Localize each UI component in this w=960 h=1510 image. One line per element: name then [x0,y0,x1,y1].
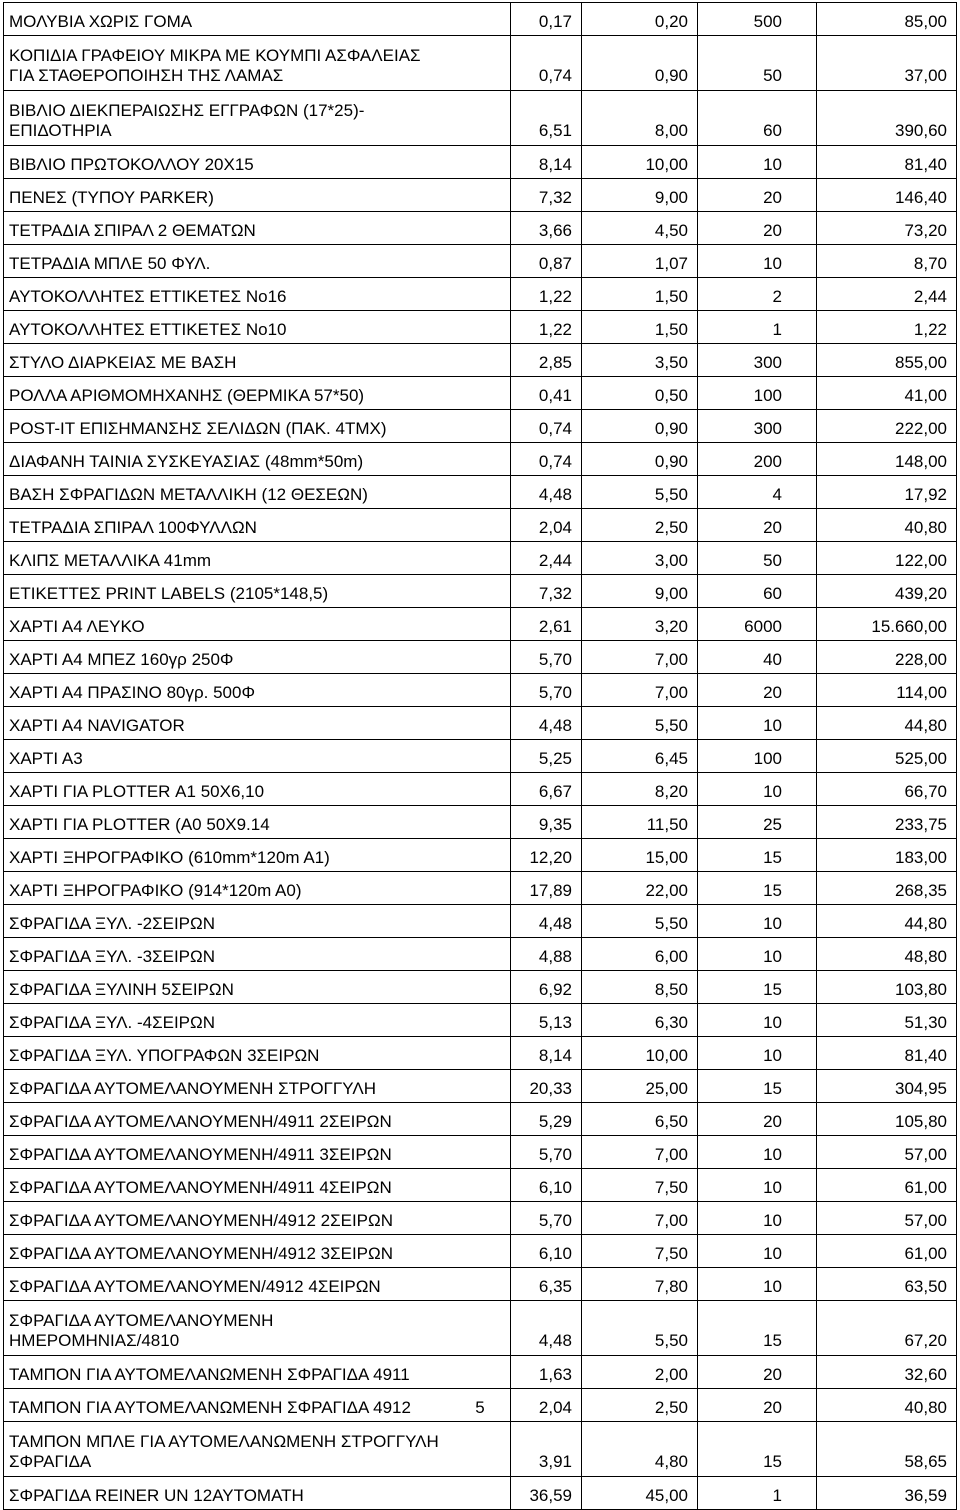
item-description-cell: ΣΦΡΑΓΙΔΑ ΑΥΤΟΜΕΛΑΝΟΥΜΕΝΗ ΗΜΕΡΟΜΗΝΙΑΣ/4810 [4,1301,511,1356]
unit-price-net-cell: 4,48 [511,476,582,509]
quantity-cell: 40 [698,641,817,674]
table-row [4,608,957,641]
table-row [4,806,957,839]
unit-price-net-cell: 4,48 [511,707,582,740]
item-description-cell: ΤΑΜΠΟΝ ΓΙΑ ΑΥΤΟΜΕΛΑΝΩΜΕΝΗ ΣΦΡΑΓΙΔΑ 4912 [4,1389,511,1422]
unit-price-vat-cell: 6,45 [582,740,698,773]
unit-price-vat-cell: 25,00 [582,1070,698,1103]
table-row [4,839,957,872]
quantity-cell: 100 [698,740,817,773]
item-description-cell: ΧΑΡΤΙ Α3 [4,740,511,773]
quantity-cell: 10 [698,938,817,971]
item-description-cell: ΠΕΝΕΣ (ΤΥΠΟΥ PARKER) [4,179,511,212]
unit-price-vat-cell: 10,00 [582,1037,698,1070]
item-description-cell: ΣΦΡΑΓΙΔΑ ΑΥΤΟΜΕΛΑΝΟΥΜΕΝΗ/4912 2ΣΕΙΡΩΝ [4,1202,511,1235]
quantity-cell: 500 [698,3,817,36]
unit-price-net-cell: 2,85 [511,344,582,377]
quantity-cell: 15 [698,1301,817,1356]
item-description-cell: ΣΦΡΑΓΙΔΑ ΞΥΛ. -4ΣΕΙΡΩΝ [4,1004,511,1037]
table-row [4,740,957,773]
table-row [4,509,957,542]
unit-price-vat-cell: 0,50 [582,377,698,410]
unit-price-net-cell: 8,14 [511,1037,582,1070]
table-row [4,1136,957,1169]
quantity-cell: 4 [698,476,817,509]
unit-price-vat-cell: 1,07 [582,245,698,278]
price-table-body [4,3,957,1510]
item-description-cell: ΧΑΡΤΙ Α4 ΜΠΕΖ 160γρ 250Φ [4,641,511,674]
unit-price-vat-cell: 15,00 [582,839,698,872]
total-cell: 44,80 [817,707,957,740]
unit-price-vat-cell: 5,50 [582,707,698,740]
unit-price-net-cell: 0,87 [511,245,582,278]
total-cell: 63,50 [817,1268,957,1301]
total-cell: 183,00 [817,839,957,872]
unit-price-vat-cell: 0,90 [582,410,698,443]
table-row [4,542,957,575]
total-cell: 390,60 [817,91,957,146]
unit-price-vat-cell: 9,00 [582,575,698,608]
unit-price-net-cell: 6,10 [511,1169,582,1202]
item-description-cell: ΤΕΤΡΑΔΙΑ ΣΠΙΡΑΛ 100ΦΥΛΛΩΝ [4,509,511,542]
total-cell: 73,20 [817,212,957,245]
unit-price-net-cell: 0,74 [511,410,582,443]
unit-price-vat-cell: 3,50 [582,344,698,377]
page-number: 5 [475,1398,485,1417]
total-cell: 1,22 [817,311,957,344]
total-cell: 148,00 [817,443,957,476]
quantity-cell: 50 [698,36,817,91]
quantity-cell: 10 [698,245,817,278]
item-description-cell: ΣΦΡΑΓΙΔΑ ΞΥΛ. -3ΣΕΙΡΩΝ [4,938,511,971]
quantity-cell: 10 [698,1235,817,1268]
total-cell: 61,00 [817,1169,957,1202]
unit-price-vat-cell: 0,20 [582,3,698,36]
unit-price-net-cell: 5,13 [511,1004,582,1037]
unit-price-vat-cell: 8,20 [582,773,698,806]
unit-price-vat-cell: 6,30 [582,1004,698,1037]
table-row [4,1202,957,1235]
table-row [4,1037,957,1070]
quantity-cell: 15 [698,1070,817,1103]
total-cell: 268,35 [817,872,957,905]
unit-price-net-cell: 0,41 [511,377,582,410]
quantity-cell: 60 [698,575,817,608]
total-cell: 103,80 [817,971,957,1004]
item-description-cell: ΣΦΡΑΓΙΔΑ ΑΥΤΟΜΕΛΑΝΟΥΜΕΝΗ/4912 3ΣΕΙΡΩΝ [4,1235,511,1268]
table-row [4,674,957,707]
total-cell: 233,75 [817,806,957,839]
table-row [4,1301,957,1356]
item-description-cell: ΣΦΡΑΓΙΔΑ ΞΥΛΙΝΗ 5ΣΕΙΡΩΝ [4,971,511,1004]
unit-price-vat-cell: 10,00 [582,146,698,179]
item-description-cell: ΧΑΡΤΙ Α4 ΠΡΑΣΙΝΟ 80γρ. 500Φ [4,674,511,707]
unit-price-vat-cell: 8,00 [582,91,698,146]
item-description-cell: ΣΦΡΑΓΙΔΑ ΑΥΤΟΜΕΛΑΝΟΥΜΕΝΗ/4911 2ΣΕΙΡΩΝ [4,1103,511,1136]
quantity-cell: 200 [698,443,817,476]
table-row [4,344,957,377]
quantity-cell: 10 [698,1004,817,1037]
unit-price-vat-cell: 6,00 [582,938,698,971]
table-row [4,971,957,1004]
total-cell: 122,00 [817,542,957,575]
item-description-cell: ΣΦΡΑΓΙΔΑ ΑΥΤΟΜΕΛΑΝΟΥΜΕΝΗ ΣΤΡΟΓΓΥΛΗ [4,1070,511,1103]
unit-price-net-cell: 2,04 [511,1389,582,1422]
total-cell: 40,80 [817,509,957,542]
unit-price-net-cell: 6,67 [511,773,582,806]
quantity-cell: 20 [698,179,817,212]
total-cell: 57,00 [817,1136,957,1169]
quantity-cell: 10 [698,1037,817,1070]
unit-price-vat-cell: 5,50 [582,1301,698,1356]
unit-price-vat-cell: 3,20 [582,608,698,641]
unit-price-net-cell: 6,92 [511,971,582,1004]
unit-price-vat-cell: 2,50 [582,509,698,542]
unit-price-vat-cell: 7,00 [582,674,698,707]
total-cell: 2,44 [817,278,957,311]
quantity-cell: 2 [698,278,817,311]
unit-price-vat-cell: 3,00 [582,542,698,575]
unit-price-net-cell: 6,10 [511,1235,582,1268]
unit-price-vat-cell: 7,00 [582,1202,698,1235]
total-cell: 114,00 [817,674,957,707]
total-cell: 228,00 [817,641,957,674]
quantity-cell: 10 [698,905,817,938]
item-description-cell: ΕΤΙΚΕΤΤΕΣ PRINT LABELS (2105*148,5) [4,575,511,608]
item-description-cell: ΤΕΤΡΑΔΙΑ ΜΠΛΕ 50 ΦΥΛ. [4,245,511,278]
unit-price-net-cell: 36,59 [511,1477,582,1510]
total-cell: 81,40 [817,146,957,179]
item-description-cell: ΣΦΡΑΓΙΔΑ ΑΥΤΟΜΕΛΑΝΟΥΜΕΝΗ/4911 4ΣΕΙΡΩΝ [4,1169,511,1202]
unit-price-net-cell: 7,32 [511,179,582,212]
item-description-cell: ΣΤΥΛΟ ΔΙΑΡΚΕΙΑΣ ΜΕ ΒΑΣΗ [4,344,511,377]
unit-price-vat-cell: 7,00 [582,1136,698,1169]
unit-price-net-cell: 6,51 [511,91,582,146]
quantity-cell: 15 [698,872,817,905]
unit-price-net-cell: 1,63 [511,1356,582,1389]
quantity-cell: 1 [698,1477,817,1510]
unit-price-net-cell: 4,48 [511,1301,582,1356]
total-cell: 57,00 [817,1202,957,1235]
item-description-cell: ΣΦΡΑΓΙΔΑ ΑΥΤΟΜΕΛΑΝΟΥΜΕΝΗ/4911 3ΣΕΙΡΩΝ [4,1136,511,1169]
total-cell: 51,30 [817,1004,957,1037]
item-description-cell: ΧΑΡΤΙ Α4 NAVIGATOR [4,707,511,740]
unit-price-vat-cell: 0,90 [582,443,698,476]
quantity-cell: 20 [698,509,817,542]
item-description-cell: ΒΙΒΛΙΟ ΠΡΩΤΟΚΟΛΛΟΥ 20Χ15 [4,146,511,179]
total-cell: 855,00 [817,344,957,377]
table-row [4,773,957,806]
quantity-cell: 25 [698,806,817,839]
total-cell: 37,00 [817,36,957,91]
unit-price-net-cell: 0,17 [511,3,582,36]
table-row [4,1422,957,1477]
unit-price-vat-cell: 5,50 [582,476,698,509]
total-cell: 222,00 [817,410,957,443]
table-row [4,707,957,740]
table-row [4,575,957,608]
item-description-cell: ΤΑΜΠΟΝ ΓΙΑ ΑΥΤΟΜΕΛΑΝΩΜΕΝΗ ΣΦΡΑΓΙΔΑ 4911 [4,1356,511,1389]
item-description-cell: ΣΦΡΑΓΙΔΑ ΞΥΛ. -2ΣΕΙΡΩΝ [4,905,511,938]
unit-price-vat-cell: 7,50 [582,1235,698,1268]
table-row [4,278,957,311]
table-row [4,1070,957,1103]
total-cell: 81,40 [817,1037,957,1070]
unit-price-net-cell: 12,20 [511,839,582,872]
item-description-cell: ΣΦΡΑΓΙΔΑ ΞΥΛ. ΥΠΟΓΡΑΦΩΝ 3ΣΕΙΡΩΝ [4,1037,511,1070]
table-row [4,146,957,179]
total-cell: 439,20 [817,575,957,608]
total-cell: 44,80 [817,905,957,938]
total-cell: 304,95 [817,1070,957,1103]
table-row [4,410,957,443]
item-description-cell: ΑΥΤΟΚΟΛΛΗΤΕΣ ΕΤΤΙΚΕΤΕΣ Νο16 [4,278,511,311]
unit-price-vat-cell: 2,50 [582,1389,698,1422]
quantity-cell: 15 [698,971,817,1004]
unit-price-net-cell: 5,70 [511,641,582,674]
unit-price-vat-cell: 11,50 [582,806,698,839]
table-row [4,377,957,410]
item-description-cell: ΧΑΡΤΙ ΓΙΑ PLOTTER (Α0 50Χ9.14 [4,806,511,839]
quantity-cell: 6000 [698,608,817,641]
unit-price-vat-cell: 1,50 [582,278,698,311]
unit-price-vat-cell: 0,90 [582,36,698,91]
unit-price-vat-cell: 1,50 [582,311,698,344]
total-cell: 15.660,00 [817,608,957,641]
item-description-cell: ΧΑΡΤΙ ΞΗΡΟΓΡΑΦΙΚΟ (610mm*120m A1) [4,839,511,872]
unit-price-net-cell: 5,70 [511,1136,582,1169]
quantity-cell: 20 [698,1103,817,1136]
unit-price-net-cell: 1,22 [511,311,582,344]
table-row [4,36,957,91]
item-description-cell: ΡΟΛΛΑ ΑΡΙΘΜΟΜΗΧΑΝΗΣ (ΘΕΡΜΙΚΑ 57*50) [4,377,511,410]
unit-price-net-cell: 5,25 [511,740,582,773]
unit-price-net-cell: 5,70 [511,1202,582,1235]
quantity-cell: 20 [698,1389,817,1422]
table-row [4,212,957,245]
unit-price-net-cell: 3,91 [511,1422,582,1477]
table-row [4,1004,957,1037]
table-row [4,245,957,278]
quantity-cell: 20 [698,674,817,707]
unit-price-vat-cell: 7,80 [582,1268,698,1301]
unit-price-net-cell: 17,89 [511,872,582,905]
total-cell: 61,00 [817,1235,957,1268]
table-row [4,179,957,212]
unit-price-vat-cell: 2,00 [582,1356,698,1389]
quantity-cell: 100 [698,377,817,410]
unit-price-net-cell: 5,70 [511,674,582,707]
total-cell: 36,59 [817,1477,957,1510]
table-row [4,311,957,344]
unit-price-net-cell: 4,48 [511,905,582,938]
unit-price-net-cell: 8,14 [511,146,582,179]
quantity-cell: 10 [698,707,817,740]
quantity-cell: 50 [698,542,817,575]
total-cell: 17,92 [817,476,957,509]
unit-price-net-cell: 9,35 [511,806,582,839]
quantity-cell: 10 [698,1169,817,1202]
unit-price-vat-cell: 4,50 [582,212,698,245]
table-row [4,3,957,36]
unit-price-vat-cell: 8,50 [582,971,698,1004]
unit-price-net-cell: 5,29 [511,1103,582,1136]
unit-price-vat-cell: 7,50 [582,1169,698,1202]
total-cell: 58,65 [817,1422,957,1477]
total-cell: 146,40 [817,179,957,212]
unit-price-vat-cell: 5,50 [582,905,698,938]
unit-price-net-cell: 4,88 [511,938,582,971]
item-description-cell: ΔΙΑΦΑΝΗ ΤΑΙΝΙΑ ΣΥΣΚΕΥΑΣΙΑΣ (48mm*50m) [4,443,511,476]
quantity-cell: 10 [698,1136,817,1169]
item-description-cell: ΒΑΣΗ ΣΦΡΑΓΙΔΩΝ ΜΕΤΑΛΛΙΚΗ (12 ΘΕΣΕΩΝ) [4,476,511,509]
unit-price-net-cell: 2,04 [511,509,582,542]
total-cell: 85,00 [817,3,957,36]
quantity-cell: 10 [698,773,817,806]
table-row [4,905,957,938]
table-row [4,938,957,971]
unit-price-vat-cell: 22,00 [582,872,698,905]
table-row [4,1477,957,1510]
item-description-cell: ΚΛΙΠΣ ΜΕΤΑΛΛΙΚΑ 41mm [4,542,511,575]
table-row [4,1268,957,1301]
unit-price-vat-cell: 4,80 [582,1422,698,1477]
unit-price-net-cell: 1,22 [511,278,582,311]
total-cell: 32,60 [817,1356,957,1389]
quantity-cell: 10 [698,1268,817,1301]
total-cell: 66,70 [817,773,957,806]
unit-price-vat-cell: 6,50 [582,1103,698,1136]
item-description-cell: ΣΦΡΑΓΙΔΑ ΑΥΤΟΜΕΛΑΝΟΥΜΕΝ/4912 4ΣΕΙΡΩΝ [4,1268,511,1301]
total-cell: 67,20 [817,1301,957,1356]
table-row [4,91,957,146]
total-cell: 41,00 [817,377,957,410]
unit-price-net-cell: 0,74 [511,443,582,476]
item-description-cell: ΤΕΤΡΑΔΙΑ ΣΠΙΡΑΛ 2 ΘΕΜΑΤΩΝ [4,212,511,245]
item-description-cell: ΤΑΜΠΟΝ ΜΠΛΕ ΓΙΑ ΑΥΤΟΜΕΛΑΝΩΜΕΝΗ ΣΤΡΟΓΓΥΛΗ ΣΦΡΑΓΙΔΑ [4,1422,511,1477]
total-cell: 105,80 [817,1103,957,1136]
quantity-cell: 20 [698,212,817,245]
quantity-cell: 1 [698,311,817,344]
table-row [4,1169,957,1202]
unit-price-net-cell: 6,35 [511,1268,582,1301]
item-description-cell: ΚΟΠΙΔΙΑ ΓΡΑΦΕΙΟΥ ΜΙΚΡΑ ΜΕ ΚΟΥΜΠΙ ΑΣΦΑΛΕΙΑΣ ΓΙΑ ΣΤΑΘΕΡΟΠΟΙΗΣΗ ΤΗΣ ΛΑΜΑΣ [4,36,511,91]
unit-price-net-cell: 0,74 [511,36,582,91]
item-description-cell: ΧΑΡΤΙ ΞΗΡΟΓΡΑΦΙΚΟ (914*120m A0) [4,872,511,905]
total-cell: 40,80 [817,1389,957,1422]
unit-price-net-cell: 7,32 [511,575,582,608]
price-table [3,2,957,1510]
unit-price-net-cell: 2,44 [511,542,582,575]
unit-price-vat-cell: 9,00 [582,179,698,212]
quantity-cell: 10 [698,146,817,179]
item-description-cell: ΧΑΡΤΙ ΓΙΑ PLOTTER Α1 50Χ6,10 [4,773,511,806]
quantity-cell: 300 [698,410,817,443]
unit-price-vat-cell: 45,00 [582,1477,698,1510]
quantity-cell: 15 [698,839,817,872]
table-row [4,1235,957,1268]
total-cell: 8,70 [817,245,957,278]
item-description-cell: POST-IT ΕΠΙΣΗΜΑΝΣΗΣ ΣΕΛΙΔΩΝ (ΠΑΚ. 4ΤΜΧ) [4,410,511,443]
total-cell: 48,80 [817,938,957,971]
quantity-cell: 20 [698,1356,817,1389]
unit-price-net-cell: 20,33 [511,1070,582,1103]
table-row [4,1356,957,1389]
table-row [4,872,957,905]
table-row [4,1103,957,1136]
table-row [4,641,957,674]
item-description-cell: ΑΥΤΟΚΟΛΛΗΤΕΣ ΕΤΤΙΚΕΤΕΣ Νο10 [4,311,511,344]
unit-price-vat-cell: 7,00 [582,641,698,674]
item-description-cell: ΣΦΡΑΓΙΔΑ REINER UN 12ΑΥΤΟΜΑΤΗ [4,1477,511,1510]
table-row [4,476,957,509]
quantity-cell: 10 [698,1202,817,1235]
item-description-cell: ΧΑΡΤΙ Α4 ΛΕΥΚΟ [4,608,511,641]
unit-price-net-cell: 3,66 [511,212,582,245]
quantity-cell: 15 [698,1422,817,1477]
item-description-cell: ΒΙΒΛΙΟ ΔΙΕΚΠΕΡΑΙΩΣΗΣ ΕΓΓΡΑΦΩΝ (17*25)- ΕΠΙΔΟΤΗΡΙΑ [4,91,511,146]
quantity-cell: 60 [698,91,817,146]
item-description-cell: ΜΟΛΥΒΙΑ ΧΩΡΙΣ ΓΟΜΑ [4,3,511,36]
total-cell: 525,00 [817,740,957,773]
table-row [4,443,957,476]
unit-price-net-cell: 2,61 [511,608,582,641]
quantity-cell: 300 [698,344,817,377]
